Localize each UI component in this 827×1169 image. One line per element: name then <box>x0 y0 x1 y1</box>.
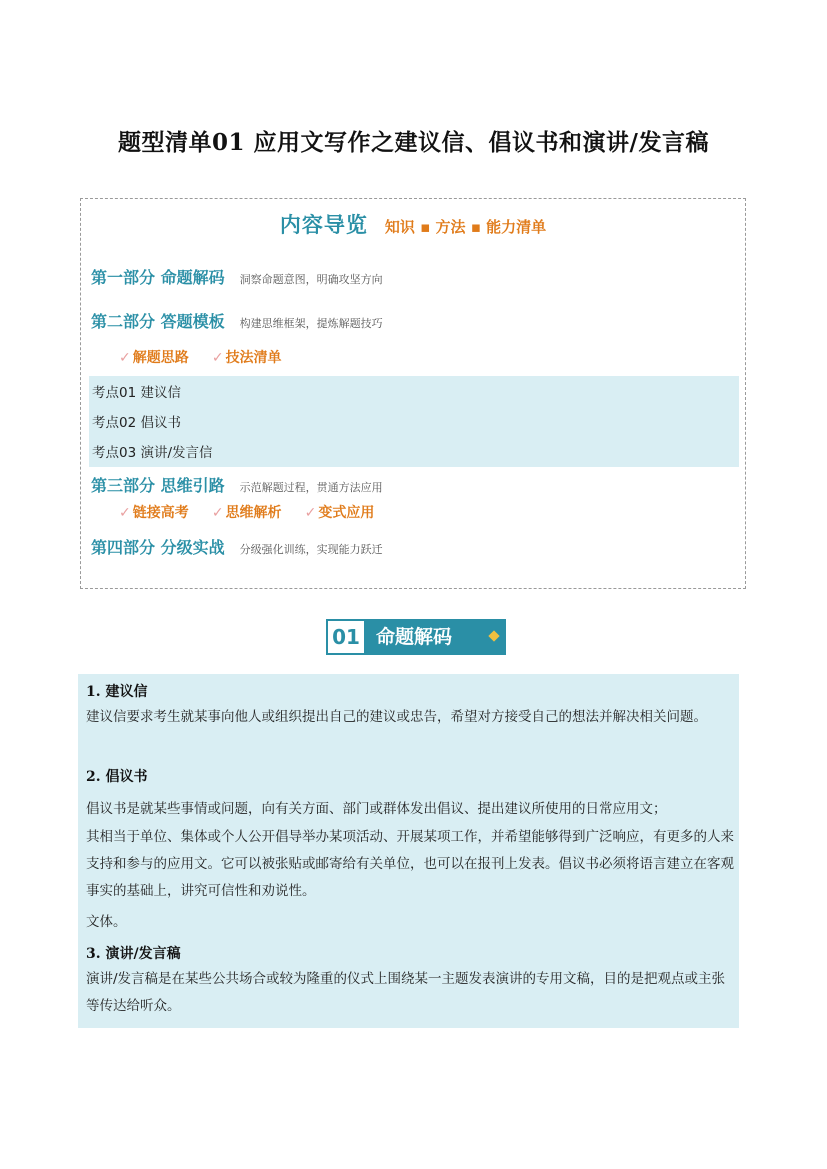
part-3 <box>91 473 383 496</box>
section-name: 命题解码 <box>366 619 506 655</box>
check-icon: ✓ <box>119 505 131 521</box>
check-icon: ✓ <box>211 350 224 366</box>
part-2-tags <box>119 347 300 367</box>
exam-point-1: 考点01 建议信 <box>92 385 181 401</box>
check-icon: ✓ <box>119 350 131 366</box>
content-overview-box <box>80 198 746 589</box>
part-3-desc: 示范解题过程，贯通方法应用 <box>239 481 383 494</box>
part-2-label: 第二部分 答题模板 <box>91 312 225 331</box>
para-proposal-2: 其相当于单位、集体或个人公开倡导举办某项活动、开展某项工作，并希望能够得到广泛响应，有更多的人来支持和参与的应用文。它可以被张贴或邮寄给有关单位，也可以在报刊上发表。倡议书必须将语言建立在客观事实的基础上，讲究可信性和劝说性。 <box>86 829 734 899</box>
part-3-label: 第三部分 思维引路 <box>91 476 225 495</box>
para-suggestion-letter: 建议信要求考生就某事向他人或组织提出自己的建议或忠告，希望对方接受自己的想法并解决相关问题。 <box>86 709 707 725</box>
para-proposal-3: 文体。 <box>86 914 127 930</box>
heading-suggestion-letter: 1. 建议信 <box>86 684 148 700</box>
para-speech: 演讲/发言稿是在某些公共场合或较为隆重的仪式上围绕某一主题发表演讲的专用文稿，目的是把观点或主张等传达给听众。 <box>86 971 726 1014</box>
tag-solving-ideas: ✓ 解题思路 <box>119 350 189 366</box>
page-title: 题型清单01 应用文写作之建议信、倡议书和演讲/发言稿 <box>118 129 709 156</box>
section-number: 01 <box>326 619 366 655</box>
heading-proposal: 2. 倡议书 <box>86 769 148 785</box>
part-2-desc: 构建思维框架，提炼解题技巧 <box>239 317 383 330</box>
exam-point-3: 考点03 演讲/发言信 <box>92 445 213 461</box>
tag-thinking-analysis: ✓ 思维解析 <box>211 505 282 521</box>
part-1 <box>91 265 383 288</box>
tag-variant-application: ✓ 变式应用 <box>304 505 375 521</box>
part-3-tags <box>119 502 392 522</box>
part-1-desc: 洞察命题意图，明确攻坚方向 <box>239 273 383 286</box>
tag-technique-list: ✓ 技法清单 <box>211 350 282 366</box>
overview-header <box>81 209 745 239</box>
exam-points-panel <box>89 376 739 467</box>
section-content-panel <box>78 674 739 1028</box>
overview-heading: 内容导览 <box>279 213 368 237</box>
para-proposal-1: 倡议书是就某些事情或问题，向有关方面、部门或群体发出倡议、提出建议所使用的日常应用文； <box>86 801 667 817</box>
diamond-icon <box>488 630 499 641</box>
part-4 <box>91 535 383 558</box>
part-2 <box>91 309 383 332</box>
check-icon: ✓ <box>211 505 224 521</box>
tag-gaokao-link: ✓ 链接高考 <box>119 505 189 521</box>
check-icon: ✓ <box>304 505 317 521</box>
heading-speech: 3. 演讲/发言稿 <box>86 946 181 962</box>
exam-point-2: 考点02 倡议书 <box>92 415 181 431</box>
part-4-label: 第四部分 分级实战 <box>91 538 225 557</box>
part-1-label: 第一部分 命题解码 <box>91 268 225 287</box>
part-4-desc: 分级强化训练，实现能力跃迁 <box>239 543 383 556</box>
section-badge <box>326 619 506 655</box>
overview-subheading: 知识 ▪ 方法 ▪ 能力清单 <box>384 218 547 236</box>
